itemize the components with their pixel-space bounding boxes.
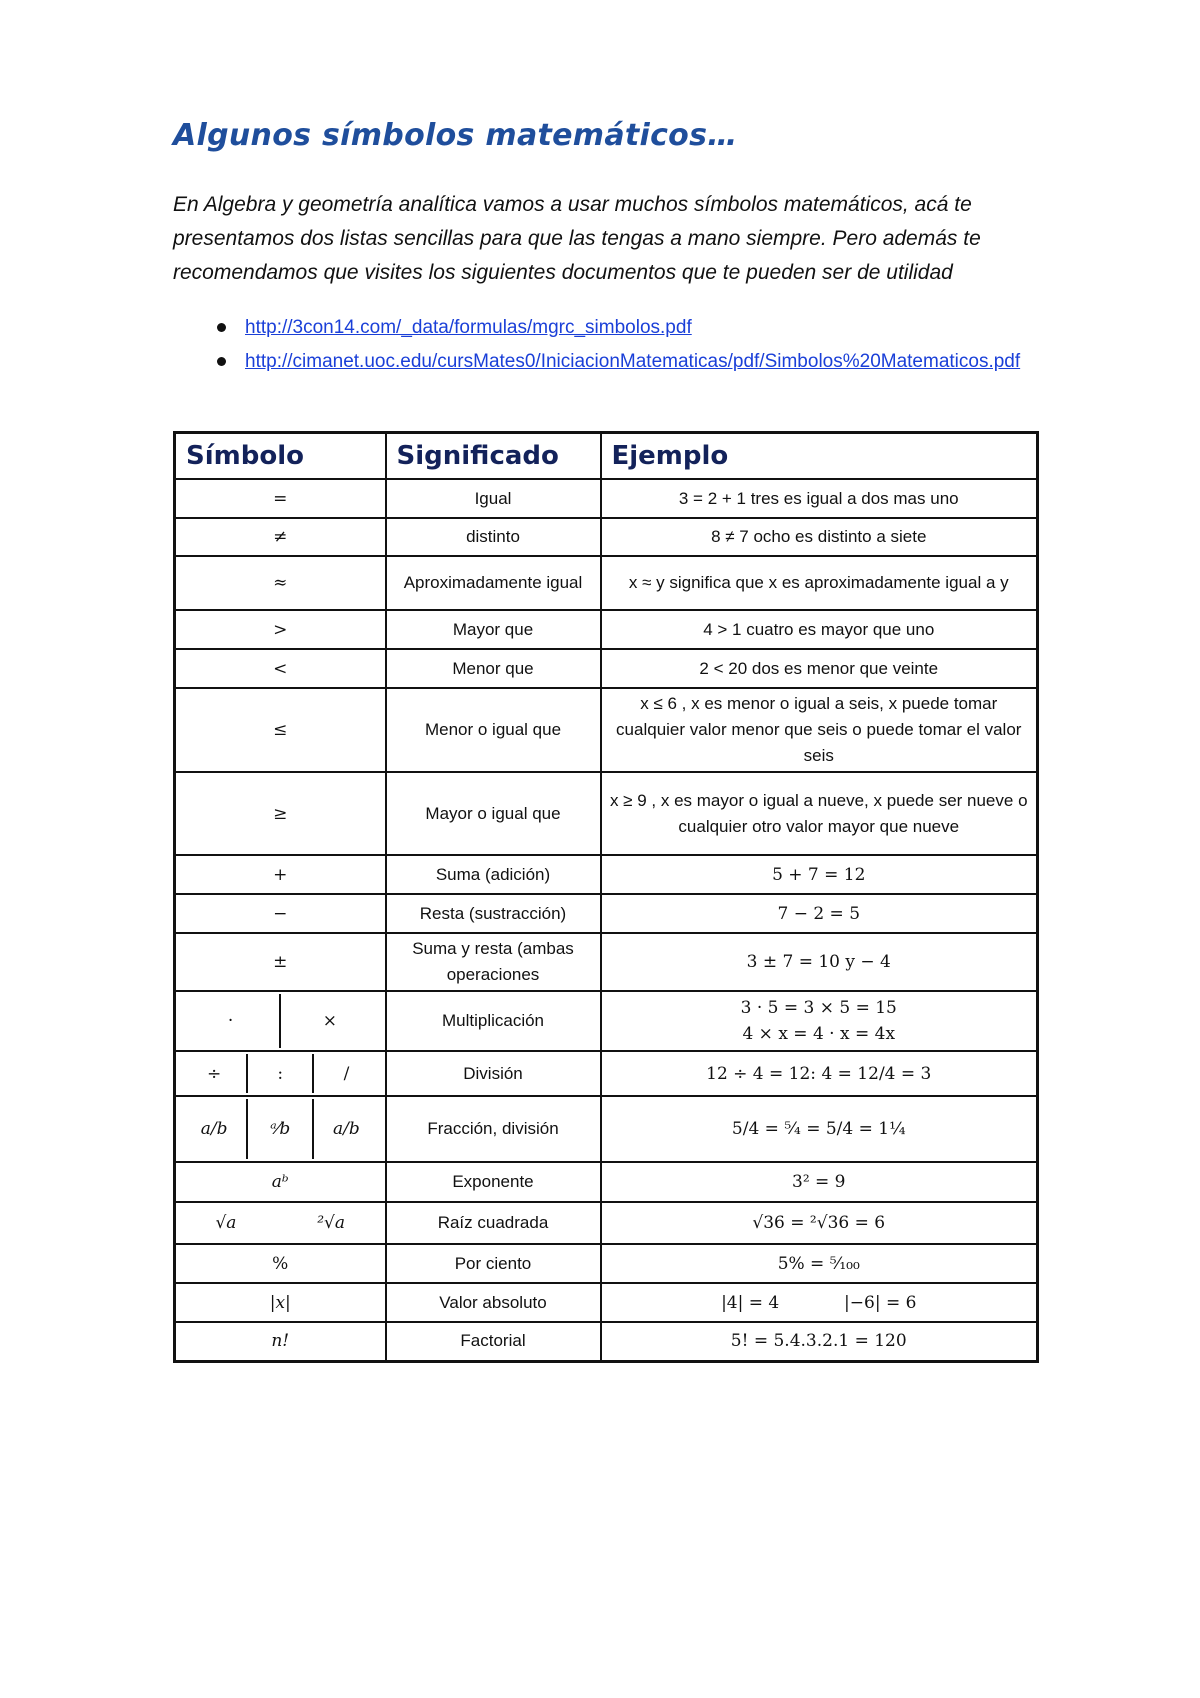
meaning-cell: Suma y resta (ambas operaciones [386,933,601,991]
symbol-times: × [279,994,378,1048]
symbol-dot: · [227,1011,234,1031]
table-row [175,1244,1038,1283]
symbol-fraction-stacked: a/b [200,1119,228,1139]
header-meaning: Significado [386,433,601,480]
meaning-cell: Factorial [386,1322,601,1361]
meaning-cell: Menor que [386,649,601,688]
example-cell: 5! = 5.4.3.2.1 = 120 [601,1322,1038,1361]
symbol-cell: n! [175,1322,386,1361]
example-cell: 7 − 2 = 5 [601,894,1038,933]
table-row [175,1162,1038,1202]
symbol-cell [175,991,386,1051]
meaning-cell: distinto [386,518,601,556]
meaning-cell: Aproximadamente igual [386,556,601,610]
meaning-cell: Valor absoluto [386,1283,601,1322]
symbol-cell: ≈ [175,556,386,610]
meaning-cell: Fracción, división [386,1096,601,1162]
link-cimanet-simbolos[interactable]: http://cimanet.uoc.edu/cursMates0/IniciacionMatematicas/pdf/Simbolos%20Matematicos.pdf [245,351,1021,372]
table-row [175,479,1038,518]
symbol-cell: ≠ [175,518,386,556]
example-cell: 2 < 20 dos es menor que veinte [601,649,1038,688]
example-cell: 4 > 1 cuatro es mayor que uno [601,610,1038,649]
page-title: Algunos símbolos matemáticos… [173,118,738,153]
meaning-cell: Menor o igual que [386,688,601,772]
symbol-cell: = [175,479,386,518]
table-row [175,1202,1038,1244]
example-cell: 12 ÷ 4 = 12: 4 = 12/4 = 3 [601,1051,1038,1096]
example-cell: x ≈ y significa que x es aproximadamente igual a y [601,556,1038,610]
intro-paragraph: En Algebra y geometría analítica vamos a usar muchos símbolos matemáticos, acá te presentamos dos listas sencillas para que las tengas a mano siempre. Pero además te recomendamos que visites los siguientes documentos que te pueden ser de utilidad [173,193,981,284]
table-row [175,855,1038,894]
meaning-cell: Por ciento [386,1244,601,1283]
meaning-cell: Raíz cuadrada [386,1202,601,1244]
meaning-cell: División [386,1051,601,1096]
table-row [175,1051,1038,1096]
symbol-cell: % [175,1244,386,1283]
example-line: 3 · 5 = 3 × 5 = 15 [740,998,897,1018]
symbol-cell [175,1096,386,1162]
example-cell: x ≤ 6 , x es menor o igual a seis, x puede tomar cualquier valor menor que seis o puede tomar el valor seis [601,688,1038,772]
symbol-cell: |x| [175,1283,386,1322]
example-cell: 3 ± 7 = 10 y − 4 [601,933,1038,991]
example-cell [601,991,1038,1051]
example-cell: 8 ≠ 7 ocho es distinto a siete [601,518,1038,556]
symbol-divide: ÷ [206,1063,222,1084]
table-row [175,1283,1038,1322]
table-row [175,649,1038,688]
symbol-cell: + [175,855,386,894]
example-cell: 3² = 9 [601,1162,1038,1202]
table-row [175,894,1038,933]
table-row [175,688,1038,772]
example-cell: 3 = 2 + 1 tres es igual a dos mas uno [601,479,1038,518]
header-example: Ejemplo [601,433,1038,480]
meaning-cell: Suma (adición) [386,855,601,894]
example-cell: 5 + 7 = 12 [601,855,1038,894]
example-cell: |4| = 4 |−6| = 6 [601,1283,1038,1322]
table-row [175,1096,1038,1162]
meaning-cell: Mayor que [386,610,601,649]
symbol-cell: − [175,894,386,933]
example-cell: 5/4 = ⁵⁄₄ = 5/4 = 1¼ [601,1096,1038,1162]
symbol-root-index: ²√a [317,1213,346,1233]
symbol-slash: / [312,1054,378,1093]
symbol-cell: < [175,649,386,688]
symbol-sqrt: √a [215,1213,237,1233]
table-row [175,1322,1038,1361]
table-row [175,772,1038,855]
header-symbol: Símbolo [175,433,386,480]
table-row [175,518,1038,556]
meaning-cell: Multiplicación [386,991,601,1051]
example-line: 4 × x = 4 · x = 4x [742,1024,896,1044]
bullet-icon [217,357,226,366]
table-row [175,610,1038,649]
example-cell: 5% = ⁵⁄₁₀₀ [601,1244,1038,1283]
symbol-colon: : [246,1054,312,1093]
symbols-table [173,431,1039,1363]
link-mgrc-simbolos[interactable]: http://3con14.com/_data/formulas/mgrc_simbolos.pdf [245,317,692,338]
meaning-cell: Mayor o igual que [386,772,601,855]
symbol-cell [175,1202,386,1244]
table-row [175,556,1038,610]
example-cell: √36 = ²√36 = 6 [601,1202,1038,1244]
table-row [175,991,1038,1051]
symbol-cell [175,1051,386,1096]
bullet-icon [217,323,226,332]
list-item [173,346,1053,377]
symbol-cell: ≤ [175,688,386,772]
list-item [173,312,1053,343]
symbol-cell: ± [175,933,386,991]
symbol-fraction-slanted: ᵃ⁄b [246,1099,312,1159]
table-header-row [175,433,1038,480]
example-cell: x ≥ 9 , x es mayor o igual a nueve, x puede ser nueve o cualquier otro valor mayor que nueve [601,772,1038,855]
link-list [173,312,1053,380]
table-row [175,933,1038,991]
meaning-cell: Resta (sustracción) [386,894,601,933]
meaning-cell: Exponente [386,1162,601,1202]
symbol-cell: ≥ [175,772,386,855]
symbol-fraction-linear: a/b [312,1099,378,1159]
symbol-cell: > [175,610,386,649]
symbol-cell: aᵇ [175,1162,386,1202]
meaning-cell: Igual [386,479,601,518]
